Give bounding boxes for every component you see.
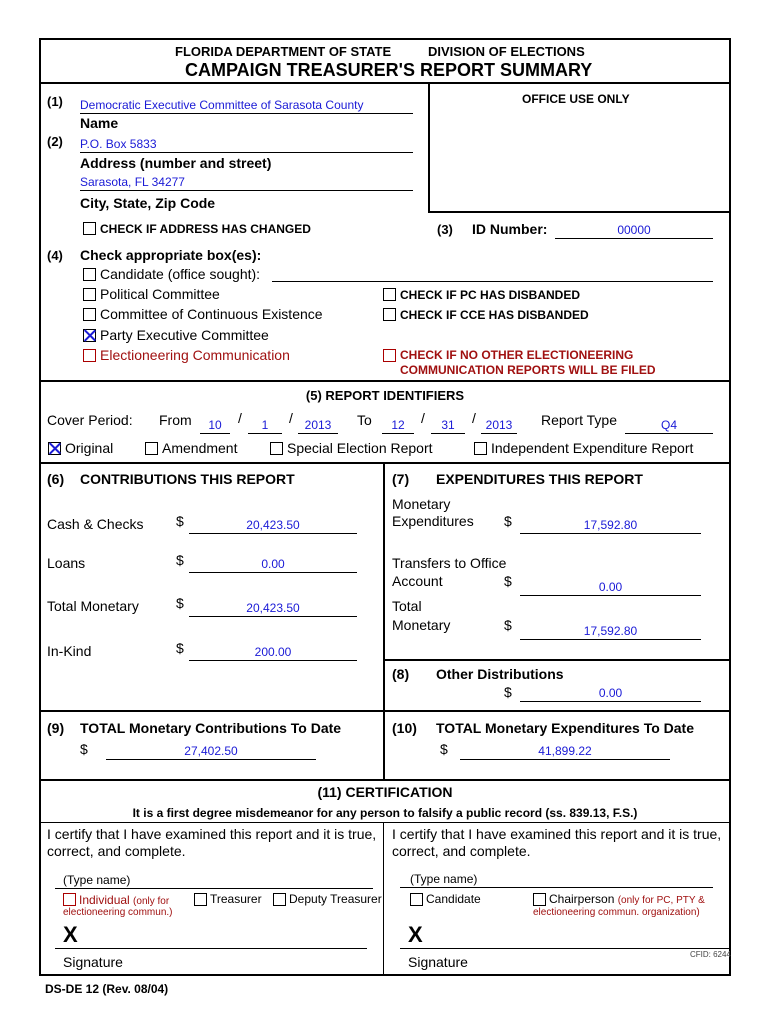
division-title: DIVISION OF ELECTIONS	[428, 44, 585, 59]
no-other-label-1: CHECK IF NO OTHER ELECTIONEERING	[400, 348, 634, 362]
signature-x-left: X	[63, 922, 78, 947]
section10-num: (10)	[392, 720, 417, 736]
id-number-label: ID Number:	[472, 221, 548, 237]
treasurer-label: Treasurer	[210, 892, 262, 906]
slash-3: /	[421, 410, 425, 426]
political-committee-label: Political Committee	[100, 286, 220, 302]
signature-right-label: Signature	[408, 954, 468, 970]
report-type-label: Report Type	[541, 412, 618, 428]
section2-num: (2)	[47, 134, 63, 149]
monetary-exp-label-1: Monetary	[392, 496, 451, 512]
certify-left-1: I certify that I have examined this report and it is true,	[47, 826, 377, 842]
transfers-label-2: Account	[392, 573, 443, 589]
report-type-field[interactable]: Q4	[625, 418, 713, 434]
total-exp-dollar: $	[504, 617, 512, 633]
political-committee-checkbox[interactable]	[83, 288, 96, 301]
certify-right-2: correct, and complete.	[392, 843, 531, 859]
section9-num: (9)	[47, 720, 65, 736]
section3-num: (3)	[437, 222, 453, 237]
pec-checkbox[interactable]	[83, 329, 96, 342]
other-distributions-field[interactable]: 0.00	[520, 686, 701, 702]
name-field[interactable]: Democratic Executive Committee of Sarasota County	[80, 98, 413, 114]
candidate-label: Candidate (office sought):	[100, 266, 261, 282]
chairperson-text: Chairperson	[549, 892, 615, 906]
cover-period-label: Cover Period:	[47, 412, 133, 428]
total-exp-label-2: Monetary	[392, 617, 451, 633]
total-dollar: $	[176, 595, 184, 611]
candidate-cert-checkbox[interactable]	[410, 893, 423, 906]
signature-left-label: Signature	[63, 954, 123, 970]
loans-label: Loans	[47, 555, 86, 571]
total-monetary-label: Total Monetary	[47, 598, 139, 614]
inkind-dollar: $	[176, 640, 184, 656]
form-title: CAMPAIGN TREASURER'S REPORT SUMMARY	[185, 60, 593, 80]
candidate-checkbox[interactable]	[83, 268, 96, 281]
address-field[interactable]: P.O. Box 5833	[80, 137, 413, 153]
deputy-treasurer-checkbox[interactable]	[273, 893, 286, 906]
individual-note-2: electioneering commun.)	[63, 907, 173, 918]
cash-dollar: $	[176, 513, 184, 529]
report-identifiers-title: (5) REPORT IDENTIFIERS	[305, 388, 465, 403]
no-other-label-2: COMMUNICATION REPORTS WILL BE FILED	[400, 363, 656, 377]
special-election-label: Special Election Report	[287, 440, 433, 456]
to-month-field[interactable]: 12	[382, 418, 414, 434]
total-expenditures-title: TOTAL Monetary Expenditures To Date	[436, 720, 695, 736]
expenditures-title: EXPENDITURES THIS REPORT	[436, 471, 643, 487]
special-election-checkbox[interactable]	[270, 442, 283, 455]
individual-label	[79, 893, 169, 907]
certification-warning: It is a first degree misdemeanor for any person to falsify a public record (ss. 839.13, F.S.)	[132, 806, 638, 820]
certify-right-1: I certify that I have examined this report and it is true,	[392, 826, 722, 842]
electioneering-label: Electioneering Communication	[100, 347, 290, 363]
id-number-field[interactable]: 00000	[555, 223, 713, 239]
slash-4: /	[472, 410, 476, 426]
section4-num: (4)	[47, 248, 63, 263]
section7-num: (7)	[392, 471, 410, 487]
independent-expenditure-checkbox[interactable]	[474, 442, 487, 455]
cce-disbanded-label: CHECK IF CCE HAS DISBANDED	[400, 308, 589, 322]
original-label: Original	[65, 440, 114, 456]
pc-disbanded-label: CHECK IF PC HAS DISBANDED	[400, 288, 581, 302]
city-label: City, State, Zip Code	[80, 195, 216, 211]
total-exp-field[interactable]: 17,592.80	[520, 624, 701, 640]
transfers-label-1: Transfers to Office	[392, 555, 507, 571]
address-label: Address (number and street)	[80, 155, 272, 171]
chairperson-label	[549, 892, 705, 906]
loans-dollar: $	[176, 552, 184, 568]
to-year-field[interactable]: 2013	[481, 418, 517, 434]
certification-title: (11) CERTIFICATION	[317, 784, 453, 800]
other-dist-dollar: $	[504, 684, 512, 700]
chair-note-1: (only for PC, PTY &	[617, 895, 705, 906]
amendment-checkbox[interactable]	[145, 442, 158, 455]
other-distributions-title: Other Distributions	[436, 666, 564, 682]
inkind-label: In-Kind	[47, 643, 92, 659]
monetary-exp-label-2: Expenditures	[392, 513, 474, 529]
electioneering-checkbox[interactable]	[83, 349, 96, 362]
inkind-field[interactable]: 200.00	[189, 645, 357, 661]
to-day-field[interactable]: 31	[431, 418, 465, 434]
transfers-dollar: $	[504, 573, 512, 589]
cce-checkbox[interactable]	[83, 308, 96, 321]
pc-disbanded-checkbox[interactable]	[383, 288, 396, 301]
slash-2: /	[289, 410, 293, 426]
individual-note-1: (only for	[133, 896, 170, 907]
from-month-field[interactable]: 10	[200, 418, 230, 434]
monetary-exp-dollar: $	[504, 513, 512, 529]
deputy-treasurer-label: Deputy Treasurer	[289, 892, 382, 906]
to-label: To	[357, 412, 372, 428]
loans-field[interactable]: 0.00	[189, 557, 357, 573]
cce-label: Committee of Continuous Existence	[100, 306, 323, 322]
type-name-right: (Type name)	[410, 872, 478, 886]
section1-num: (1)	[47, 94, 63, 109]
total-exp-todate-dollar: $	[440, 741, 448, 757]
total-contributions-title: TOTAL Monetary Contributions To Date	[80, 720, 342, 736]
check-boxes-label: Check appropriate box(es):	[80, 247, 262, 263]
city-field[interactable]: Sarasota, FL 34277	[80, 175, 413, 191]
section6-num: (6)	[47, 471, 65, 487]
cfid-label: CFID: 6244	[690, 950, 731, 959]
contributions-title: CONTRIBUTIONS THIS REPORT	[80, 471, 295, 487]
individual-checkbox[interactable]	[63, 893, 76, 906]
certify-left-2: correct, and complete.	[47, 843, 186, 859]
candidate-cert-label: Candidate	[426, 892, 481, 906]
no-other-checkbox[interactable]	[383, 349, 396, 362]
amendment-label: Amendment	[162, 440, 238, 456]
individual-text: Individual	[79, 893, 130, 907]
office-use-label: OFFICE USE ONLY	[522, 92, 630, 106]
from-year-field[interactable]: 2013	[298, 418, 338, 434]
name-label: Name	[80, 115, 119, 131]
treasurer-checkbox[interactable]	[194, 893, 207, 906]
chairperson-checkbox[interactable]	[533, 893, 546, 906]
from-label: From	[159, 412, 192, 428]
total-exp-label-1: Total	[392, 598, 422, 614]
pec-label: Party Executive Committee	[100, 327, 269, 343]
dept-title: FLORIDA DEPARTMENT OF STATE	[175, 44, 392, 59]
transfers-field[interactable]: 0.00	[520, 580, 701, 596]
chair-note-2: electioneering commun. organization)	[533, 907, 700, 918]
total-expenditures-field[interactable]: 41,899.22	[460, 744, 670, 760]
slash-1: /	[238, 410, 242, 426]
cce-disbanded-checkbox[interactable]	[383, 308, 396, 321]
address-changed-label: CHECK IF ADDRESS HAS CHANGED	[100, 222, 311, 236]
cash-field[interactable]: 20,423.50	[189, 518, 357, 534]
cash-label: Cash & Checks	[47, 516, 144, 532]
section8-num: (8)	[392, 666, 410, 682]
form-id: DS-DE 12 (Rev. 08/04)	[45, 982, 169, 996]
monetary-exp-field[interactable]: 17,592.80	[520, 518, 701, 534]
independent-expenditure-label: Independent Expenditure Report	[491, 440, 694, 456]
type-name-left: (Type name)	[63, 873, 131, 887]
address-changed-checkbox[interactable]	[83, 222, 96, 235]
signature-x-right: X	[408, 922, 423, 947]
original-checkbox[interactable]	[48, 442, 61, 455]
total-contrib-dollar: $	[80, 741, 88, 757]
total-monetary-field[interactable]: 20,423.50	[189, 601, 357, 617]
from-day-field[interactable]: 1	[248, 418, 282, 434]
total-contributions-field[interactable]: 27,402.50	[106, 744, 316, 760]
